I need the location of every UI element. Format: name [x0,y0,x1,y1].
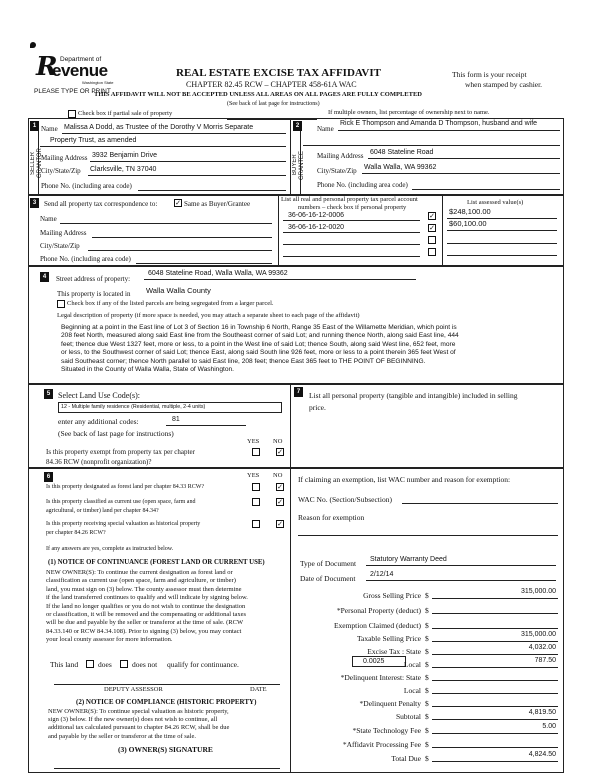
tax-row-value[interactable]: 4,032.00 [528,644,556,651]
tax-row-label: *Delinquent Penalty [359,699,421,708]
tax-row-value[interactable]: 315,000.00 [520,631,556,638]
multiple-owners-note: If multiple owners, list percentage of ownership next to name. [328,109,490,116]
does-label: does [98,660,112,669]
partial-sale-checkbox[interactable] [68,110,76,118]
dollar-sign: $ [425,621,429,630]
yes-header-6: YES [247,472,260,479]
dollar-sign: $ [425,660,429,669]
section-3-marker: 3 [30,198,39,208]
historic-no-checkbox[interactable]: ✓ [277,520,283,528]
dollar-sign: $ [425,740,429,749]
dollar-sign: $ [425,712,429,721]
if-yes-note: If any answers are yes, complete as instructed below. [46,546,174,552]
deputy-assessor-label: DEPUTY ASSESSOR [104,686,163,693]
tax-row-label: Excise Tax : State [367,647,421,656]
form-title: REAL ESTATE EXCISE TAX AFFIDAVIT [176,67,381,79]
notice-1-line: 84.33.140 or RCW 84.34.108). Prior to signing (3) below, you may contact [46,627,242,635]
section-1-marker: 1 [30,121,39,131]
exempt-question-1: Is this property exempt from property tax per chapter [46,448,195,456]
located-county[interactable]: Walla Walla County [146,286,211,295]
segregated-checkbox[interactable] [57,300,65,308]
notice-2-line: additional tax calculated pursuant to chapter 84.26 RCW, shall be due [48,724,230,732]
dollar-sign: $ [425,634,429,643]
legal-line: said Southeast corner; thence North parallel to said East line, 208 feet; thence East 365 feet to THE POINT OF BEGINNING. [61,357,426,365]
legal-desc-label: Legal description of property (if more space is needed, you may attach a separate sheet to each page of the affidavit) [57,312,360,319]
legal-line: Situated in the County of Walla Walla, State of Washington. [61,366,234,374]
notice-1-line: If the land no longer qualifies or you do not wish to continue the designation [46,602,246,610]
tax-row-label: Exemption Claimed (deduct) [333,621,421,630]
exempt-no-checkbox[interactable]: ✓ [277,448,283,456]
located-label: This property is located in [57,290,131,298]
buyer-mailing[interactable]: 6048 Stateline Road [370,149,434,156]
section-7-marker: 7 [294,387,303,397]
notice-2-title: (2) NOTICE OF COMPLIANCE (HISTORIC PROPERTY) [76,698,257,706]
parcel-number[interactable]: 36-06-16-12-0020 [288,224,345,231]
notice-1-line: or classification, it will be removed and the compensating or additional taxes [46,611,246,619]
personal-property-checkbox[interactable]: ✓ [429,212,435,220]
logo-state: Washington State [82,80,114,85]
form-chapter: CHAPTER 82.45 RCW – CHAPTER 458-61A WAC [186,80,357,89]
notice-1-line: classification as current use (open space, farm and agriculture, or timber) [46,577,236,585]
tax-row-label: Local [403,660,421,669]
legal-line: Beginning at a point in the East line of Lot 3 of Section 16 in Township 6 North, Range 35 East of the Willamette Meridian, which point is [61,324,457,331]
does-not-checkbox[interactable] [120,660,128,668]
buyer-side-label: BUYER GRANTEE [292,150,305,180]
tax-row-label: *Personal Property (deduct) [336,606,421,615]
notice-2-text [48,708,288,741]
section-2-marker: 2 [293,121,302,131]
land-use-selected: 12 - Multiple family residence (Residential, multiple, 2-4 units) [61,404,206,410]
send-correspondence-label: Send all property tax correspondence to: [44,200,158,208]
corr-phone-label: Phone No. (including area code) [40,255,131,263]
parcels-header-2: numbers – check box if personal property [298,204,407,211]
partial-sale-label: Check box if partial sale of property [78,110,173,117]
tax-row-label: *Affidavit Processing Fee [342,740,421,749]
street-label: Street address of property: [56,275,131,283]
tax-row-value[interactable]: 4,824.50 [528,751,556,758]
legal-line: feet; thence due West 1327 feet, more or less, to a point in the West line of said Lot; thence South, along said West line, 652 feet, more [61,340,456,348]
dollar-sign: $ [425,591,429,600]
doc-date[interactable]: 2/12/14 [370,571,394,578]
seller-name-label: Name [41,125,58,133]
tax-row-label: Local [403,686,421,695]
parcels-header-1: List all real and personal property tax parcel account [281,196,418,203]
notice-2-line: NEW OWNER(S): To continue special valuation as historic property, [48,708,229,715]
seller-name-1[interactable]: Malissa A Dodd, as Trustee of the Dorothy V Morris Separate [64,124,254,131]
land-use-see-back: (See back of last page for instructions) [58,429,174,438]
personal-property-text-2: price. [309,403,326,412]
land-use-label: Select Land Use Code(s): [58,391,140,400]
notice-1-line: NEW OWNER(S): To continue the current designation as forest land or [46,569,233,576]
dollar-sign: $ [425,647,429,656]
seller-side-label: SELLER GRANTOR [30,148,43,178]
owner-signature-label: (3) OWNER(S) SIGNATURE [118,745,213,754]
exemption-claim-label: If claiming an exemption, list WAC number and reason for exemption: [298,475,511,484]
doc-date-label: Date of Document [300,574,356,583]
qualify-label: qualify for continuance. [167,660,239,669]
notice-1-text [46,569,286,645]
see-back-note: (See back of last page for instructions) [227,101,320,107]
land-use-select[interactable] [58,402,282,413]
does-checkbox[interactable] [86,660,94,668]
seller-mailing[interactable]: 3932 Benjamin Drive [92,152,157,159]
same-as-buyer-checkbox[interactable]: ✓ [175,199,181,207]
additional-codes[interactable]: 81 [172,416,180,423]
tax-row-label: Gross Selling Price [363,591,421,600]
notice-1-title: (1) NOTICE OF CONTINUANCE (FOREST LAND OR CURRENT USE) [48,559,265,566]
tax-row-value[interactable]: 315,000.00 [520,588,556,595]
receipt-note-2: when stamped by cashier. [465,80,543,89]
notice-1-line: will be due and payable by the seller or transferor at the time of sale. (RCW [46,619,244,627]
personal-property-checkbox[interactable]: ✓ [429,224,435,232]
dollar-sign: $ [425,726,429,735]
does-not-label: does not [132,660,158,669]
dollar-sign: $ [425,673,429,682]
notice-1-line: your local county assessor for more information. [46,636,173,644]
seller-mailing-label: Mailing Address [41,154,88,162]
buyer-phone-label: Phone No. (including area code) [317,181,408,189]
exempt-question-2: 84.36 RCW (nonprofit organization)? [46,458,152,466]
tax-row-label: *Delinquent Interest: State [340,673,421,682]
seller-city[interactable]: Clarksville, TN 37040 [90,166,157,173]
current-use-no-checkbox[interactable]: ✓ [277,498,283,506]
buyer-city-label: City/State/Zip [317,167,357,175]
local-rate: 0.0025 [363,658,385,665]
section-5-marker: 5 [44,389,53,399]
dollar-sign: $ [425,754,429,763]
no-header-6: NO [273,472,283,479]
dollar-sign: $ [425,699,429,708]
dollar-sign: $ [425,606,429,615]
corr-name-label: Name [40,215,57,223]
doc-type[interactable]: Statutory Warranty Deed [370,556,447,563]
parcel-number[interactable]: 36-06-16-12-0006 [288,212,345,219]
date-label: DATE [250,686,267,693]
current-use-question-b: agricultural, or timber) land per chapter 84.34? [46,508,159,514]
tax-row-label: Subtotal [395,712,421,721]
segregated-label: Check box if any of the listed parcels are being segregated from a larger parcel. [67,300,274,307]
section-4-marker: 4 [40,272,49,282]
corr-city-label: City/State/Zip [40,242,80,250]
wac-label: WAC No. (Section/Subsection) [298,495,392,504]
legal-line: or less, to the Southwest corner of said Lot; thence East, along said South line 926 feet, more or less to a point therein 365 feet West of [61,349,456,357]
reason-label: Reason for exemption [298,513,365,522]
tax-row-label: Total Due [391,754,421,763]
no-header-5: NO [273,438,283,445]
exempt-yes-checkbox[interactable] [252,448,260,456]
current-use-yes-checkbox[interactable] [252,498,260,506]
buyer-city[interactable]: Walla Walla, WA 99362 [364,164,437,171]
buyer-mailing-label: Mailing Address [317,152,364,160]
street-address[interactable]: 6048 Stateline Road, Walla Walla, WA 99362 [148,270,288,277]
doc-type-label: Type of Document [300,559,357,568]
legal-description[interactable] [61,324,561,374]
seller-city-label: City/State/Zip [41,167,81,175]
corr-mailing-label: Mailing Address [40,229,87,237]
legal-line: 208 feet North, measured along said East line from the Southeast corner of said Lot; and running thence North, along said East line, 444 [61,332,459,340]
same-as-buyer-label: Same as Buyer/Grantee [184,200,251,208]
forest-yes-checkbox[interactable] [252,483,260,491]
seller-phone-label: Phone No. (including area code) [41,182,132,190]
buyer-name-label: Name [317,125,334,133]
additional-codes-label: enter any additional codes: [58,417,139,426]
tax-row-label: *State Technology Fee [352,726,421,735]
tax-row-value[interactable]: 5.00 [542,723,556,730]
historic-question-b: per chapter 84.26 RCW? [46,530,106,536]
notice-2-line: sign (3) below. If the new owner(s) does not wish to continue, all [48,716,218,724]
seller-name-2[interactable]: Property Trust, as amended [50,137,137,144]
tax-row-value[interactable]: 4,819.50 [528,709,556,716]
logo-revenue: evenue [52,61,108,80]
notice-1-line: if the land transferred continues to qualify and will indicate by signing below. [46,594,248,602]
tax-row-value[interactable]: 787.50 [534,657,556,664]
personal-property-checkbox[interactable] [428,236,436,244]
assessed-value[interactable]: $60,100.00 [449,219,487,228]
historic-yes-checkbox[interactable] [252,520,260,528]
current-use-question-a: Is this property classified as current use (open space, farm and [46,499,196,505]
this-land-label: This land [50,660,79,669]
yes-header-5: YES [247,438,260,445]
historic-question-a: Is this property receiving special valuation as historical property [46,521,201,527]
logo-flame-icon [30,42,36,48]
dor-logo [28,40,123,90]
dollar-sign: $ [425,686,429,695]
logo-revenue-r: R [36,52,58,82]
assessed-value[interactable]: $248,100.00 [449,207,491,216]
notice-1-line: land, you must sign on (3) below. The county assessor must then determine [46,585,242,593]
forest-question: Is this property designated as forest land per chapter 84.33 RCW? [46,484,205,490]
personal-property-text-1: List all personal property (tangible and intangible) included in selling [309,391,518,400]
personal-property-checkbox[interactable] [428,248,436,256]
please-type: PLEASE TYPE OR PRINT [34,88,111,95]
logo-dept-of: Department of [60,56,102,63]
not-accepted-notice: THIS AFFIDAVIT WILL NOT BE ACCEPTED UNLESS ALL AREAS ON ALL PAGES ARE FULLY COMPLETED [94,91,422,98]
receipt-note-1: This form is your receipt [452,70,527,79]
buyer-name[interactable]: Rick E Thompson and Amanda D Thompson, husband and wife [340,120,538,127]
notice-2-line: and payable by the seller or transferor at the time of sale. [48,732,196,740]
section-6-marker: 6 [44,472,53,482]
forest-no-checkbox[interactable]: ✓ [277,483,283,491]
values-header: List assessed value(s) [467,199,524,206]
tax-row-label: Taxable Selling Price [356,634,421,643]
